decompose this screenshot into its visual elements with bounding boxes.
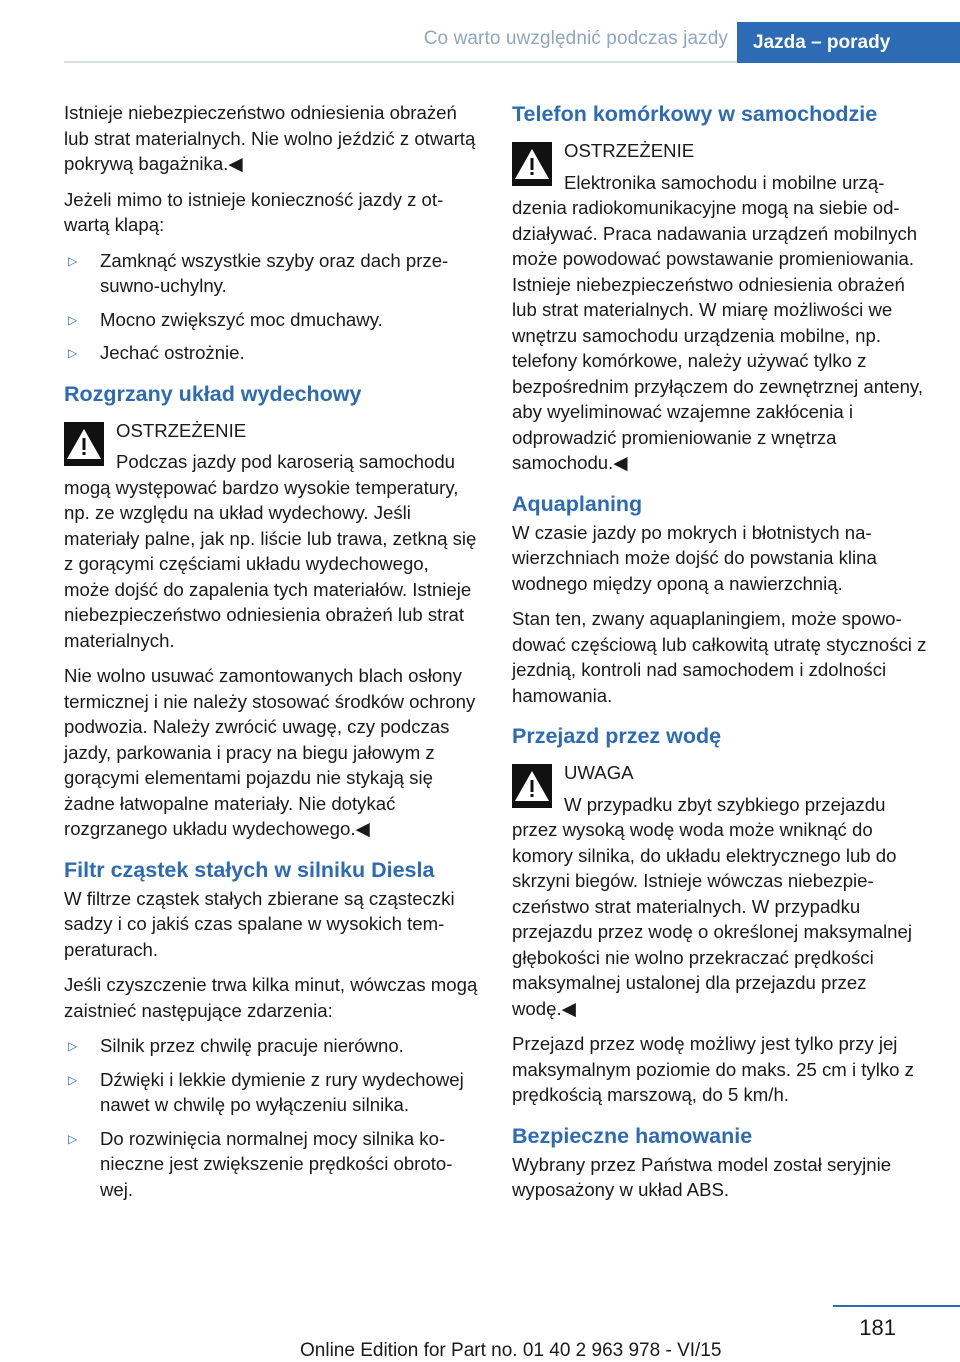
bullet-list xyxy=(64,248,479,366)
warning-triangle-icon xyxy=(512,142,552,186)
warning-box xyxy=(512,138,930,476)
triangle-right-icon: ▷ xyxy=(68,312,78,327)
warning-box xyxy=(64,418,479,654)
list-item: ▷ Dźwięki i lekkie dymienie z rury wydechowej nawet w chwilę po wyłączeniu silnika. xyxy=(68,1068,464,1115)
section-heading: Telefon komórkowy w samochodzie xyxy=(512,102,878,126)
triangle-right-icon: ▷ xyxy=(68,253,78,268)
section-heading: Przejazd przez wodę xyxy=(512,724,722,748)
paragraph: Jeżeli mimo to istnieje konieczność jazdy z otwartą klapą: xyxy=(64,188,444,235)
list-item: ▷ Do rozwinięcia normalnej mocy silnika konieczne jest zwiększenie prędkości obrotowej. xyxy=(68,1127,453,1200)
chapter-tab: Jazda – porady xyxy=(737,22,960,63)
triangle-right-icon: ▷ xyxy=(68,1039,78,1053)
list-item: ▷ Zamknąć wszystkie szyby oraz dach przesuwno-uchylny. xyxy=(68,249,449,296)
warning-triangle-icon xyxy=(64,422,104,466)
paragraph: Przejazd przez wodę możliwy jest tylko przy jej maksymalnym poziomie do maks. 25 cm i tylko z prędkością marszową, do 5 km/h. xyxy=(512,1033,914,1105)
triangle-right-icon: ▷ xyxy=(68,346,78,360)
footer-rule xyxy=(833,1305,960,1307)
triangle-right-icon: ▷ xyxy=(68,1072,78,1087)
list-item: ▷ Mocno zwiększyć moc dmuchawy. xyxy=(68,308,383,330)
warning-title: OSTRZEŻENIE xyxy=(564,140,695,161)
warning-title: UWAGA xyxy=(564,762,634,783)
warning-body: W przypadku zbyt szybkiego przejazdu przez wysoką wodę woda może wniknąć do komory silnika, do układu elektrycznego lub do skrzyni biegów. Istnieje wówczas niebezpieczeństwo strat materialnych. W przypadku przejazdu przez wodę o określonej maksymalnej głębokości nie wolno przekraczać prędkości maksymalnej ustalonej dla przejazdu przez wodę.◀ xyxy=(512,793,912,1019)
paragraph: Istnieje niebezpieczeństwo odniesienia obrażeń lub strat materialnych. Nie wolno jeździć z otwartą pokrywą bagażnika.◀ xyxy=(64,102,476,174)
paragraph: Jeśli czyszczenie trwa kilka minut, wówczas mogą zaistnieć następujące zdarzenia: xyxy=(64,974,478,1021)
edition-note: Online Edition for Part no. 01 40 2 963 978 - VI/15 xyxy=(300,1340,722,1361)
list-item: ▷ Silnik przez chwilę pracuje nierówno. xyxy=(68,1035,404,1056)
paragraph: W czasie jazdy po mokrych i błotnistych nawierzchniach może dojść do powstania klina wodnego między oponą a nawierzchnią. xyxy=(512,521,877,594)
paragraph: Wybrany przez Państwa model został seryjnie wyposażony w układ ABS. xyxy=(512,1153,892,1200)
list-item: ▷ Jechać ostrożnie. xyxy=(68,342,245,363)
right-column xyxy=(512,100,930,1213)
warning-triangle-icon xyxy=(512,764,552,808)
triangle-right-icon: ▷ xyxy=(68,1131,78,1146)
section-heading: Rozgrzany układ wydechowy xyxy=(64,381,362,406)
section-heading: Aquaplaning xyxy=(512,491,643,516)
warning-body: Podczas jazdy pod karoserią samochodu mogą występować bardzo wysokie temperatury, np. ze względu na układ wydechowy. Jeśli materiały palne, jak np. liście lub trawa, zetkną się z gorącymi częściami układu wydechowego, może dojść do zapalenia tych materiałów. Istnieje niebezpieczeństwo odniesienia obrażeń lub strat materialnych. xyxy=(64,451,477,651)
section-heading: Filtr cząstek stałych w silniku Diesla xyxy=(64,857,435,882)
running-header-section: Co warto uwzględnić podczas jazdy xyxy=(423,28,728,49)
warning-box xyxy=(512,760,930,1021)
section-heading: Bezpieczne hamowanie xyxy=(512,1123,753,1148)
page-number: 181 xyxy=(859,1315,896,1340)
left-column xyxy=(64,100,479,1210)
paragraph: Nie wolno usuwać zamontowanych blach osłony termicznej i nie należy stosować środków ochrony podwozia. Należy zwrócić uwagę, czy podczas jazdy, parkowania i pracy na biegu jałowym z gorącymi elementami pojazdu nie stykają się żadne łatwopalne materiały. Nie dotykać rozgrzanego układu wydechowego.◀ xyxy=(64,665,476,839)
paragraph: Stan ten, zwany aquaplaningiem, może spowodować częściową lub całkowitą utratę styczności z jezdnią, kontroli nad samochodem i zdolności hamowania. xyxy=(512,608,927,706)
warning-title: OSTRZEŻENIE xyxy=(116,419,247,441)
warning-body: Elektronika samochodu i mobilne urządzenia radiokomunikacyjne mogą na siebie oddziaływać. Praca nadawania urządzeń mobilnych może powodować powstawanie promieniowania. Istnieje niebezpieczeństwo odniesienia obrażeń lub strat materialnych. W miarę możliwości we wnętrzu samochodu urządzenia mobilne, np. telefony komórkowe, należy używać tylko z bezpośrednim przyłączem do zewnętrznej anteny, aby wyeliminować wzajemne zakłócenia i odprowadzić promieniowanie z wnętrza samochodu.◀ xyxy=(512,171,923,473)
header-rule xyxy=(64,61,737,63)
paragraph: W filtrze cząstek stałych zbierane są cząsteczki sadzy i co jakiś czas spalane w wysokich temperaturach. xyxy=(64,887,455,960)
bullet-list xyxy=(64,1033,479,1202)
